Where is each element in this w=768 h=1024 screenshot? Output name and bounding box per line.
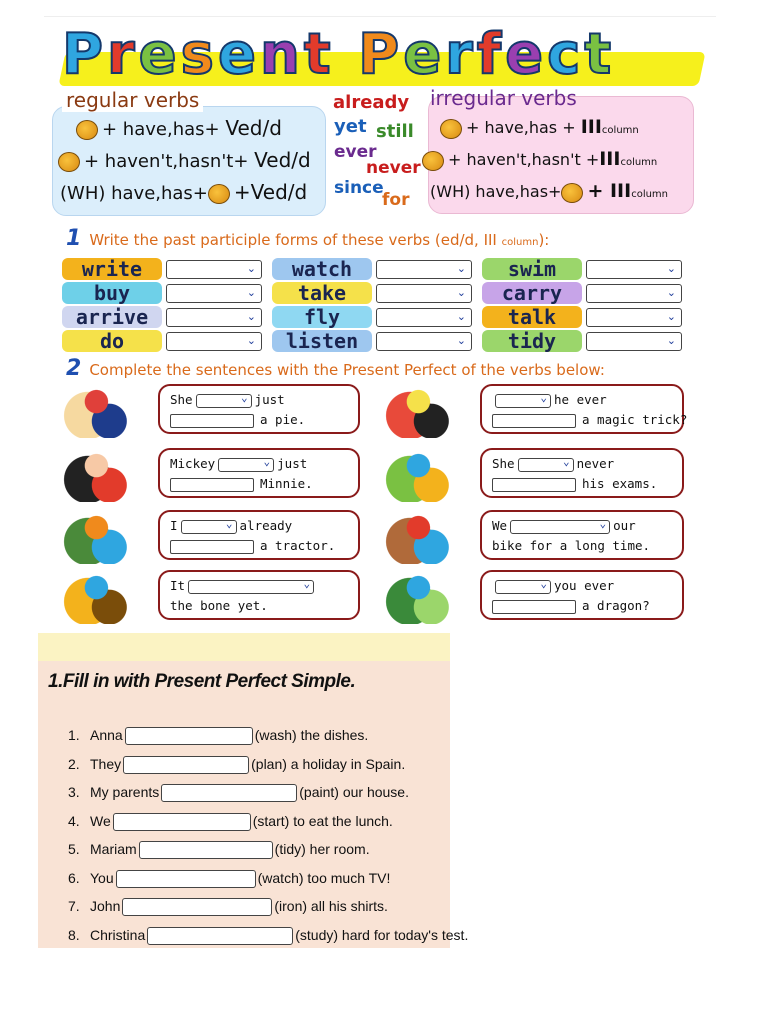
sentence-line-2: the bone yet. bbox=[170, 598, 268, 613]
title-letter: t bbox=[584, 22, 616, 87]
adverb-never: never bbox=[366, 158, 421, 178]
irregular-row-3: (WH) have,has+ + IIIcolumn bbox=[430, 180, 669, 202]
sentence-card bbox=[480, 384, 688, 434]
answer-dropdown-buy[interactable] bbox=[166, 284, 262, 303]
cartoon-illustration bbox=[62, 568, 148, 624]
regular-row-1: + have,has+ Ved/d bbox=[76, 116, 282, 140]
chevron-down-icon: ⌄ bbox=[599, 516, 607, 530]
sentence-card bbox=[158, 384, 360, 434]
title-letter: r bbox=[107, 22, 139, 87]
adverb-already: already bbox=[333, 92, 410, 113]
fill-in-item: 5. Mariam (tidy) her room. bbox=[68, 839, 370, 859]
answer-input[interactable] bbox=[170, 414, 254, 428]
sentence-line-2: a tractor. bbox=[170, 538, 335, 554]
verb-label-talk: talk bbox=[482, 306, 582, 328]
subject-face-icon bbox=[58, 152, 80, 172]
verb-label-carry: carry bbox=[482, 282, 582, 304]
title-letter: P bbox=[358, 22, 404, 87]
exercise2-instruction: 2 Complete the sentences with the Present Perfect of the verbs below: bbox=[66, 356, 605, 381]
answer-input[interactable] bbox=[116, 870, 256, 888]
answer-input[interactable] bbox=[113, 813, 251, 831]
chevron-down-icon: ⌄ bbox=[456, 310, 466, 323]
answer-input[interactable] bbox=[170, 478, 254, 492]
fill-in-title: 1.Fill in with Present Perfect Simple. bbox=[48, 671, 356, 692]
chevron-down-icon: ⌄ bbox=[666, 286, 676, 299]
answer-dropdown-carry[interactable] bbox=[586, 284, 682, 303]
title-text bbox=[62, 22, 702, 88]
cartoon-illustration bbox=[384, 508, 470, 564]
regular-row-3: (WH) have,has+ +Ved/d bbox=[60, 180, 308, 204]
exercise1-instruction: 1 Write the past participle forms of these verbs (ed/d, III column): bbox=[66, 226, 550, 251]
verb-label-tidy: tidy bbox=[482, 330, 582, 352]
answer-dropdown-tidy[interactable] bbox=[586, 332, 682, 351]
subject-face-icon bbox=[208, 184, 230, 204]
fill-in-item: 4. We (start) to eat the lunch. bbox=[68, 811, 393, 831]
answer-dropdown[interactable] bbox=[196, 390, 252, 408]
fill-in-item: 8. Christina (study) hard for today's test. bbox=[68, 925, 468, 945]
page-title bbox=[62, 22, 702, 88]
adverb-yet: yet bbox=[334, 116, 367, 137]
answer-dropdown[interactable] bbox=[518, 454, 574, 472]
answer-dropdown-do[interactable] bbox=[166, 332, 262, 351]
subject-face-icon bbox=[440, 119, 462, 139]
answer-input[interactable] bbox=[147, 927, 293, 945]
sentence-line-2: Minnie. bbox=[170, 476, 313, 492]
fill-in-item: 3. My parents (paint) our house. bbox=[68, 782, 409, 802]
chevron-down-icon: ⌄ bbox=[456, 262, 466, 275]
irregular-row-1: + have,has + IIIcolumn bbox=[440, 116, 639, 139]
chevron-down-icon: ⌄ bbox=[562, 454, 570, 468]
verb-label-listen: listen bbox=[272, 330, 372, 352]
subject-face-icon bbox=[76, 120, 98, 140]
chevron-down-icon: ⌄ bbox=[456, 334, 466, 347]
chevron-down-icon: ⌄ bbox=[246, 262, 256, 275]
answer-dropdown-arrive[interactable] bbox=[166, 308, 262, 327]
answer-dropdown-watch[interactable] bbox=[376, 260, 472, 279]
answer-dropdown-fly[interactable] bbox=[376, 308, 472, 327]
title-letter: t bbox=[303, 22, 335, 87]
irregular-heading: irregular verbs bbox=[430, 86, 577, 110]
title-letter: s bbox=[180, 22, 218, 87]
answer-dropdown[interactable] bbox=[188, 576, 314, 594]
title-letter: c bbox=[547, 22, 585, 87]
chevron-down-icon: ⌄ bbox=[263, 454, 271, 468]
sentence-line-2: his exams. bbox=[492, 476, 657, 492]
title-letter: r bbox=[445, 22, 477, 87]
title-letter: f bbox=[476, 22, 506, 87]
answer-input[interactable] bbox=[170, 540, 254, 554]
chevron-down-icon: ⌄ bbox=[225, 516, 233, 530]
subject-face-icon bbox=[422, 151, 444, 171]
adverb-ever: ever bbox=[334, 142, 377, 162]
sentence-line-1: We ⌄ our bbox=[492, 516, 636, 533]
fill-in-item: 1. Anna (wash) the dishes. bbox=[68, 725, 368, 745]
verb-label-swim: swim bbox=[482, 258, 582, 280]
answer-input[interactable] bbox=[123, 756, 249, 774]
verb-label-fly: fly bbox=[272, 306, 372, 328]
chevron-down-icon: ⌄ bbox=[666, 310, 676, 323]
chevron-down-icon: ⌄ bbox=[540, 576, 547, 590]
chevron-down-icon: ⌄ bbox=[303, 576, 311, 590]
sentence-line-1: She ⌄ never bbox=[492, 454, 615, 471]
answer-dropdown[interactable] bbox=[181, 516, 237, 534]
answer-input[interactable] bbox=[492, 414, 576, 428]
verb-label-take: take bbox=[272, 282, 372, 304]
sentence-line-1: I ⌄ already bbox=[170, 516, 293, 533]
sentence-line-1: ⌄ you ever bbox=[492, 578, 614, 594]
fill-in-item: 7. John (iron) all his shirts. bbox=[68, 896, 388, 916]
chevron-down-icon: ⌄ bbox=[240, 390, 248, 404]
answer-dropdown[interactable] bbox=[510, 516, 610, 534]
sentence-card bbox=[158, 570, 360, 620]
answer-input[interactable] bbox=[122, 898, 272, 916]
sentence-line-1: Mickey ⌄ just bbox=[170, 454, 308, 471]
chevron-down-icon: ⌄ bbox=[540, 390, 547, 404]
cartoon-illustration bbox=[62, 508, 148, 564]
title-letter: e bbox=[218, 22, 260, 87]
irregular-row-2: + haven't,hasn't +IIIcolumn bbox=[422, 148, 657, 171]
sentence-card bbox=[480, 510, 684, 560]
adverb-for: for bbox=[382, 190, 410, 210]
answer-input[interactable] bbox=[125, 727, 253, 745]
answer-dropdown-write[interactable] bbox=[166, 260, 262, 279]
answer-dropdown-take[interactable] bbox=[376, 284, 472, 303]
cartoon-illustration bbox=[62, 446, 148, 502]
chevron-down-icon: ⌄ bbox=[456, 286, 466, 299]
verb-label-buy: buy bbox=[62, 282, 162, 304]
cartoon-illustration bbox=[384, 382, 470, 438]
cartoon-illustration bbox=[62, 382, 148, 438]
title-letter: e bbox=[138, 22, 181, 87]
answer-dropdown[interactable] bbox=[495, 576, 551, 594]
sentence-line-1: ⌄ he ever bbox=[492, 392, 607, 408]
regular-heading: regular verbs bbox=[62, 88, 203, 112]
chevron-down-icon: ⌄ bbox=[246, 334, 256, 347]
verb-label-do: do bbox=[62, 330, 162, 352]
chevron-down-icon: ⌄ bbox=[666, 262, 676, 275]
verb-label-write: write bbox=[62, 258, 162, 280]
cartoon-illustration bbox=[384, 568, 470, 624]
answer-dropdown-talk[interactable] bbox=[586, 308, 682, 327]
answer-dropdown-listen[interactable] bbox=[376, 332, 472, 351]
chevron-down-icon: ⌄ bbox=[246, 286, 256, 299]
sentence-line-2: a dragon? bbox=[492, 598, 650, 614]
exercise-top-band bbox=[38, 633, 450, 661]
adverb-since: since bbox=[334, 178, 384, 198]
verb-label-watch: watch bbox=[272, 258, 372, 280]
answer-input[interactable] bbox=[492, 600, 576, 614]
chevron-down-icon: ⌄ bbox=[666, 334, 676, 347]
answer-dropdown[interactable] bbox=[218, 454, 274, 472]
answer-input[interactable] bbox=[139, 841, 273, 859]
sentence-line-2: a pie. bbox=[170, 412, 305, 428]
fill-in-item: 6. You (watch) too much TV! bbox=[68, 868, 390, 888]
title-letter: e bbox=[505, 22, 548, 87]
fill-in-item: 2. They (plan) a holiday in Spain. bbox=[68, 754, 405, 774]
sentence-line-2: a magic trick? bbox=[492, 412, 687, 428]
title-letter: n bbox=[259, 22, 304, 87]
sentence-line-1: She ⌄ just bbox=[170, 390, 285, 407]
title-letter: P bbox=[62, 22, 108, 87]
title-letter bbox=[335, 22, 359, 88]
answer-dropdown-swim[interactable] bbox=[586, 260, 682, 279]
verb-label-arrive: arrive bbox=[62, 306, 162, 328]
fill-in-exercise bbox=[38, 633, 469, 948]
sentence-card bbox=[158, 448, 360, 498]
answer-input[interactable] bbox=[161, 784, 297, 802]
sentence-line-1: It ⌄ bbox=[170, 578, 317, 594]
sentence-line-2: bike for a long time. bbox=[492, 538, 651, 553]
sentence-card bbox=[480, 570, 684, 620]
title-letter: e bbox=[403, 22, 446, 87]
cartoon-illustration bbox=[384, 446, 470, 502]
adverb-still: still bbox=[376, 121, 414, 142]
sentence-card bbox=[158, 510, 360, 560]
answer-input[interactable] bbox=[492, 478, 576, 492]
regular-row-2: + haven't,hasn't+ Ved/d bbox=[58, 148, 311, 172]
chevron-down-icon: ⌄ bbox=[246, 310, 256, 323]
sentence-card bbox=[480, 448, 684, 498]
subject-face-icon bbox=[561, 183, 583, 203]
answer-dropdown[interactable] bbox=[495, 390, 551, 408]
